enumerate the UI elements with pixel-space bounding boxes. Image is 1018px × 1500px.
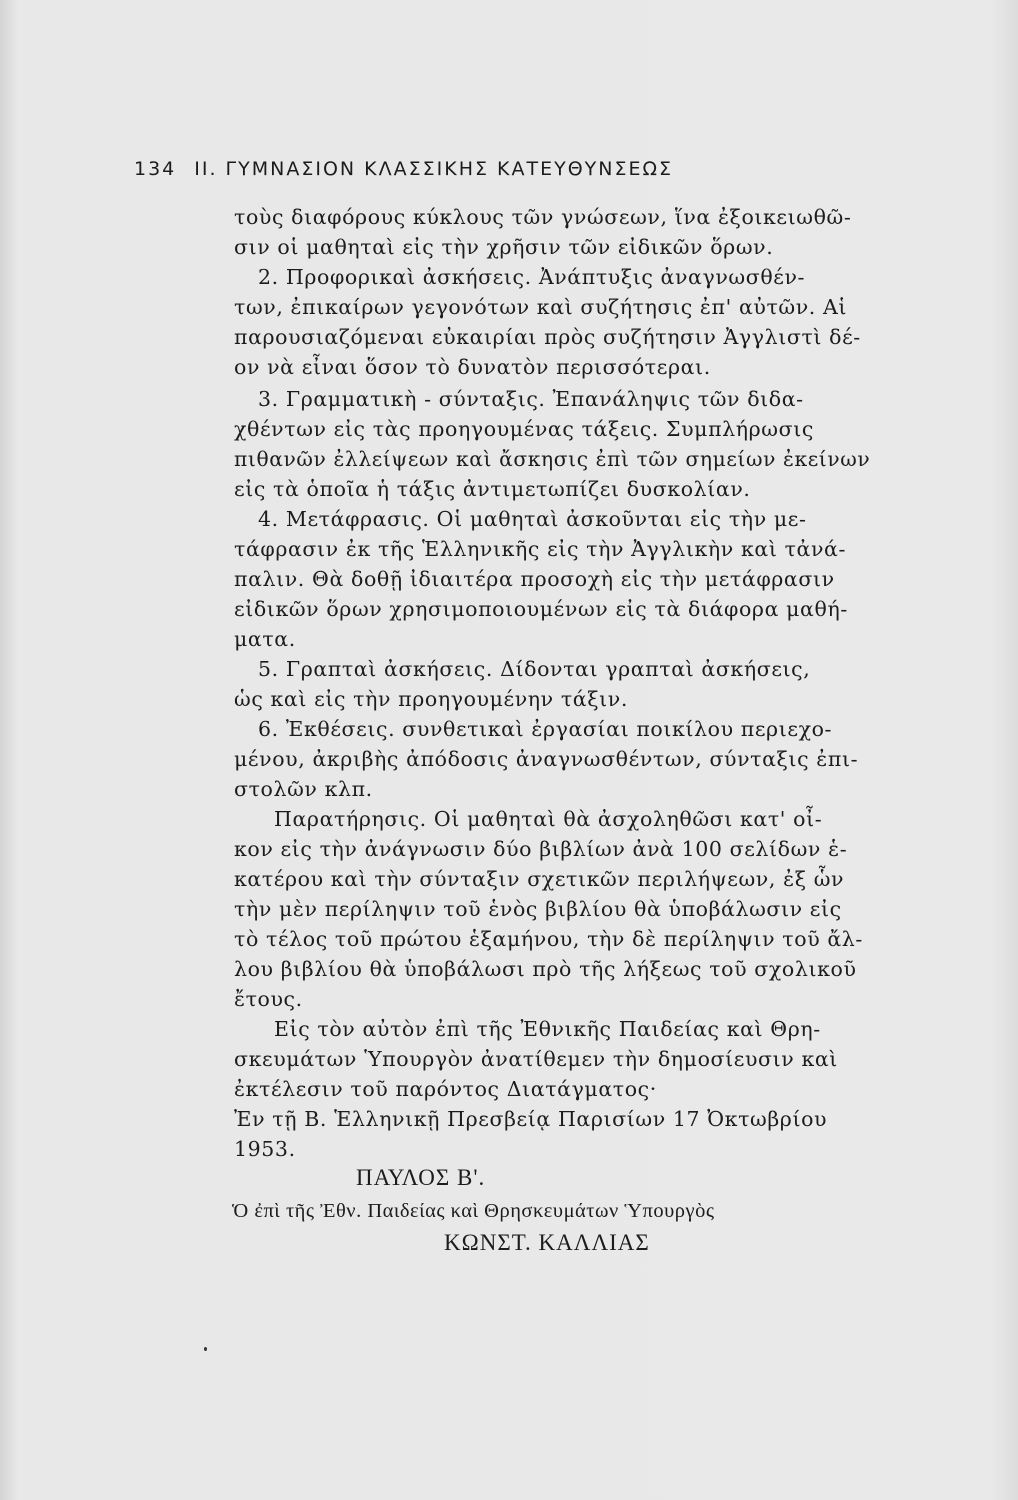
page-speck xyxy=(204,1347,207,1351)
text-line: κον εἰς τὴν ἀνάγνωσιν δύο βιβλίων ἀνὰ 100 σελίδων ἑ- xyxy=(234,837,848,861)
text-line: κατέρου καὶ τὴν σύνταξιν σχετικῶν περιλήψεων, ἐξ ὧν xyxy=(234,867,845,891)
text-line: ἔτους. xyxy=(234,987,303,1011)
text-line: 2. Προφορικαὶ ἀσκήσεις. Ἀνάπτυξις ἀναγνωσθέν- xyxy=(258,265,806,289)
text-line: τοὺς διαφόρους κύκλους τῶν γνώσεων, ἵνα ἐξοικειωθῶ- xyxy=(234,205,852,229)
text-line: τὸ τέλος τοῦ πρώτου ἑξαμήνου, τὴν δὲ περίληψιν τοῦ ἄλ- xyxy=(234,927,863,951)
minister-name: ΚΩΝΣΤ. ΚΑΛΛΙΑΣ xyxy=(444,1230,650,1255)
text-line: χθέντων εἰς τὰς προηγουμένας τάξεις. Συμπλήρωσις xyxy=(234,417,814,441)
running-title: II. ΓΥΜΝΑΣΙΟΝ ΚΛΑΣΣΙΚΗΣ ΚΑΤΕΥΘΥΝΣΕΩΣ xyxy=(194,158,674,180)
text-line: 6. Ἐκθέσεις. συνθετικαὶ ἐργασίαι ποικίλου περιεχο- xyxy=(258,717,833,741)
text-line: 1953. xyxy=(234,1137,296,1161)
text-line: 4. Μετάφρασις. Οἱ μαθηταὶ ἀσκοῦνται εἰς τὴν με- xyxy=(258,507,807,531)
text-line: 3. Γραμματικὴ - σύνταξις. Ἐπανάληψις τῶν διδα- xyxy=(258,387,804,411)
text-line: παρουσιαζόμεναι εὐκαιρίαι πρὸς συζήτησιν Ἀγγλιστὶ δέ- xyxy=(234,325,861,349)
text-line: μένου, ἀκριβὴς ἀπόδοσις ἀναγνωσθέντων, σύνταξις ἐπι- xyxy=(234,747,859,771)
text-line: ἐκτέλεσιν τοῦ παρόντος Διατάγματος· xyxy=(234,1077,657,1101)
text-line: λου βιβλίου θὰ ὑποβάλωσι πρὸ τῆς λήξεως τοῦ σχολικοῦ xyxy=(234,957,857,981)
page-number: 134 xyxy=(134,158,177,180)
text-line: ον νὰ εἶναι ὅσον τὸ δυνατὸν περισσότεραι. xyxy=(234,355,711,379)
text-line: τὴν μὲν περίληψιν τοῦ ἑνὸς βιβλίου θὰ ὑποβάλωσιν εἰς xyxy=(234,897,842,921)
text-line: ὡς καὶ εἰς τὴν προηγουμένην τάξιν. xyxy=(234,687,628,711)
text-line: εἰδικῶν ὅρων χρησιμοποιουμένων εἰς τὰ διάφορα μαθή- xyxy=(234,597,848,621)
king-signature: ΠΑΥΛΟΣ Β'. xyxy=(356,1165,486,1190)
text-line: πιθανῶν ἐλλείψεων καὶ ἄσκησις ἐπὶ τῶν σημείων ἐκείνων xyxy=(234,447,871,471)
text-line: σιν οἱ μαθηταὶ εἰς τὴν χρῆσιν τῶν εἰδικῶν ὅρων. xyxy=(234,235,774,259)
text-line: εἰς τὰ ὁποῖα ἡ τάξις ἀντιμετωπίζει δυσκολίαν. xyxy=(234,477,751,501)
text-line: 5. Γραπταὶ ἀσκήσεις. Δίδονται γραπταὶ ἀσκήσεις, xyxy=(258,657,811,681)
text-line: Ἐν τῇ Β. Ἑλληνικῇ Πρεσβείᾳ Παρισίων 17 Ὀκτωβρίου xyxy=(234,1107,828,1131)
text-line: στολῶν κλπ. xyxy=(234,777,373,801)
text-line: ματα. xyxy=(234,627,296,651)
text-line: σκευμάτων Ὑπουργὸν ἀνατίθεμεν τὴν δημοσίευσιν καὶ xyxy=(234,1047,838,1071)
text-line: Εἰς τὸν αὐτὸν ἐπὶ τῆς Ἐθνικῆς Παιδείας καὶ Θρη- xyxy=(274,1017,821,1041)
text-line: Παρατήρησις. Οἱ μαθηταὶ θὰ ἀσχοληθῶσι κατ' οἶ- xyxy=(274,807,823,831)
text-line: παλιν. Θὰ δοθῇ ἰδιαιτέρα προσοχὴ εἰς τὴν μετάφρασιν xyxy=(234,567,835,591)
minister-title: Ὁ ἐπὶ τῆς Ἐθν. Παιδείας καὶ Θρησκευμάτων Ὑπουργὸς xyxy=(232,1200,715,1222)
text-line: των, ἐπικαίρων γεγονότων καὶ συζήτησις ἐπ' αὐτῶν. Αἱ xyxy=(234,295,848,319)
text-line: τάφρασιν ἐκ τῆς Ἑλληνικῆς εἰς τὴν Ἀγγλικὴν καὶ τἀνά- xyxy=(234,537,846,561)
